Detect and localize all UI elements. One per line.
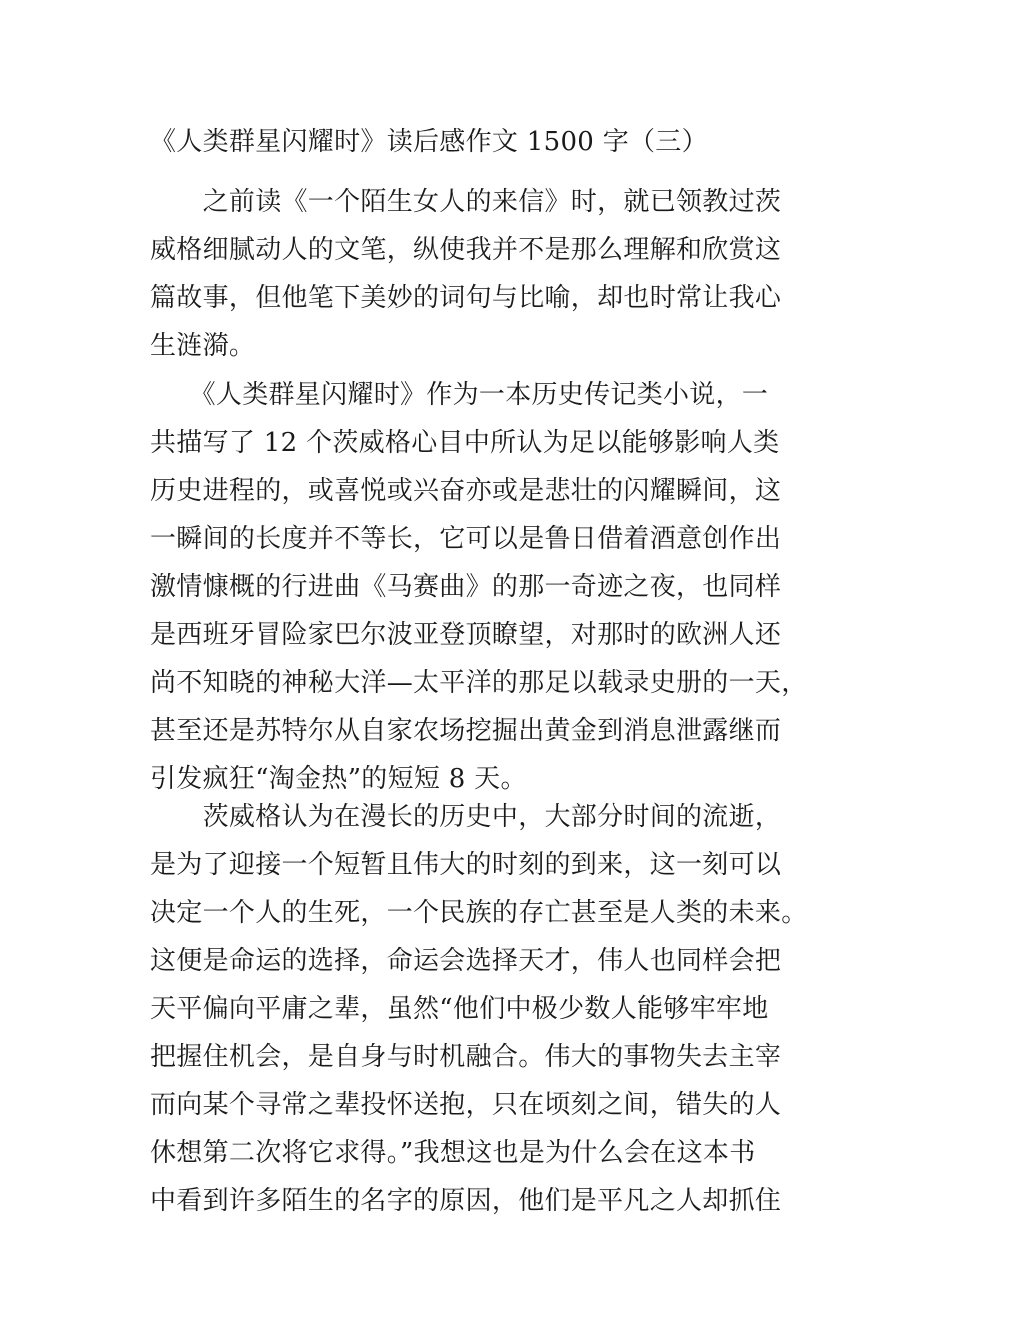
paragraph-line: 而向某个寻常之辈投怀送抱，只在顷刻之间，错失的人 — [150, 1090, 782, 1120]
paragraph-line: 休想第二次将它求得。”我想这也是为什么会在这本书 — [150, 1138, 756, 1168]
paragraph-line: 天平偏向平庸之辈，虽然“他们中极少数人能够牢牢地 — [150, 994, 769, 1024]
paragraph-line: 历史进程的，或喜悦或兴奋亦或是悲壮的闪耀瞬间，这 — [150, 476, 782, 506]
paragraph-line: 威格细腻动人的文笔，纵使我并不是那么理解和欣赏这 — [150, 235, 782, 265]
paragraph-line: 《人类群星闪耀时》作为一本历史传记类小说，一 — [150, 380, 769, 410]
document-title: 《人类群星闪耀时》读后感作文 1500 字（三） — [150, 127, 708, 157]
paragraph-line: 尚不知晓的神秘大洋—太平洋的那足以载录史册的一天， — [150, 668, 808, 698]
paragraph-line: 生涟漪。 — [150, 331, 256, 361]
paragraph-line: 中看到许多陌生的名字的原因，他们是平凡之人却抓住 — [150, 1186, 782, 1216]
paragraph-line: 是为了迎接一个短暂且伟大的时刻的到来，这一刻可以 — [150, 850, 782, 880]
paragraph-line: 共描写了 12 个茨威格心目中所认为足以能够影响人类 — [150, 428, 780, 458]
paragraph-line: 引发疯狂“淘金热”的短短 8 天。 — [150, 764, 527, 794]
document-title-block — [150, 118, 870, 166]
paragraph-line: 茨威格认为在漫长的历史中，大部分时间的流逝， — [150, 802, 782, 832]
paragraph-line: 一瞬间的长度并不等长，它可以是鲁日借着酒意创作出 — [150, 524, 782, 554]
paragraph-line: 甚至还是苏特尔从自家农场挖掘出黄金到消息泄露继而 — [150, 716, 782, 746]
paragraph-2 — [150, 371, 870, 803]
paragraph-line: 是西班牙冒险家巴尔波亚登顶瞭望，对那时的欧洲人还 — [150, 620, 782, 650]
paragraph-line: 把握住机会，是自身与时机融合。伟大的事物失去主宰 — [150, 1042, 782, 1072]
paragraph-line: 激情慷概的行进曲《马赛曲》的那一奇迹之夜，也同样 — [150, 572, 782, 602]
paragraph-1 — [150, 178, 870, 370]
paragraph-3 — [150, 793, 870, 1225]
paragraph-line: 之前读《一个陌生女人的来信》时，就已领教过茨 — [150, 187, 782, 217]
paragraph-line: 篇故事，但他笔下美妙的词句与比喻，却也时常让我心 — [150, 283, 782, 313]
paragraph-line: 决定一个人的生死，一个民族的存亡甚至是人类的未来。 — [150, 898, 808, 928]
paragraph-line: 这便是命运的选择，命运会选择天才，伟人也同样会把 — [150, 946, 782, 976]
